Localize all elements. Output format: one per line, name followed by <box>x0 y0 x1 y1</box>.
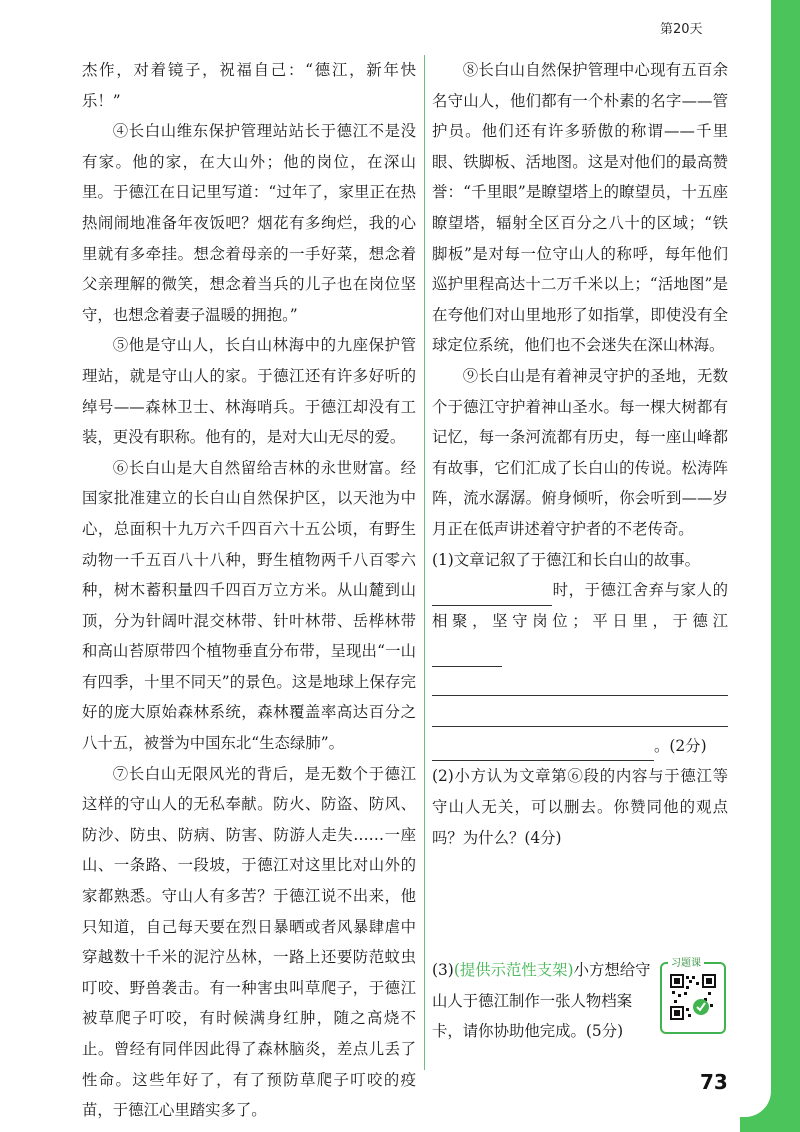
column-divider <box>424 55 425 1070</box>
paragraph-6: ⑥长白山是大自然留给吉林的永世财富。经国家批准建立的长白山自然保护区，以天池为中心，总面积十九万六千四百六十五公顷，有野生动物一千五百八十八种，野生植物两千八百零六种，树木蓄积量四千四百万立方米。从山麓到山顶，分为针阔叶混交林带、针叶林带、岳桦林带和高山苔原带四个植物垂直分布带，呈现出“一山有四季，十里不同天”的景色。这是地球上保存完好的庞大原始森林系统，森林覆盖率高达百分之八十五，被誉为中国东北“生态绿肺”。 <box>82 458 416 753</box>
answer-blank-2[interactable] <box>432 646 502 667</box>
qr-code-icon <box>670 974 716 1020</box>
answer-blank-3[interactable] <box>432 740 654 761</box>
page-number: 73 <box>700 1070 728 1094</box>
answer-line-2[interactable] <box>432 726 728 727</box>
question-1-intro: (1)文章记叙了于德江和长白山的故事。 <box>432 550 701 569</box>
answer-blank-1[interactable] <box>432 585 552 606</box>
left-column <box>82 55 416 1126</box>
paragraph-3-tail: 杰作，对着镜子，祝福自己：“德江，新年快乐！” <box>82 61 416 110</box>
paragraph-5: ⑤他是守山人，长白山林海中的九座保护管理站，就是守山人的家。于德江还有许多好听的绰号——森林卫士、林海哨兵。于德江却没有工装，更没有职称。他有的，是对大山无尽的爱。 <box>82 336 416 447</box>
paragraph-9: ⑨长白山是有着神灵守护的圣地，无数个于德江守护着神山圣水。每一棵大树都有记忆，每一条河流都有历史，每一座山峰都有故事，它们汇成了长白山的传说。松涛阵阵，流水潺潺。俯身倾听，你会听到——岁月正在低声讲述着守护者的不老传奇。 <box>432 366 728 538</box>
question-3-tag: (提供示范性支架) <box>453 961 574 979</box>
question-1-body: 时，于德江舍弃与家人的相聚，坚守岗位；平日里，于德江 <box>432 575 728 667</box>
paragraph-7: ⑦长白山无限风光的背后，是无数个于德江这样的守山人的无私奉献。防火、防盗、防风、防沙、防虫、防病、防害、防游人走失……一座山、一条路、一段坡，于德江对这里比对山外的家都熟悉。守山人有多苦？于德江说不出来，他只知道，自己每天要在烈日暴晒或者风暴肆虐中穿越数十千米的泥泞丛林，一路上还要防范蚊虫叮咬、野兽袭击。有一种害虫叫草爬子，于德江被草爬子叮咬，有时候满身红肿，随之高烧不止。曾经有同伴因此得了森林脑炎，差点儿丢了性命。这些年好了，有了预防草爬子叮咬的疫苗，于德江心里踏实多了。 <box>82 764 416 1120</box>
question-2: (2)小方认为文章第⑥段的内容与于德江等守山人无关，可以删去。你赞同他的观点吗？为什么？(4分) <box>432 767 728 847</box>
paragraph-4: ④长白山维东保护管理站站长于德江不是没有家。他的家，在大山外；他的岗位，在深山里。于德江在日记里写道：“过年了，家里正在热热闹闹地准备年夜饭吧？烟花有多绚烂，我的心里就有多牵挂。想念着母亲的一手好菜，想念着父亲理解的微笑，想念着当兵的儿子也在岗位坚守，也想念着妻子温暖的拥抱。” <box>82 122 416 324</box>
answer-line-1[interactable] <box>432 695 728 696</box>
qr-label: 习题课 <box>668 954 704 969</box>
question-3-text: 小方想给守山人于德江制作一张人物档案卡，请你协助他完成。(5分) <box>432 961 651 1041</box>
question-3 <box>432 955 657 1047</box>
day-label: 第20天 <box>660 22 703 37</box>
paragraph-8: ⑧长白山自然保护管理中心现有五百余名守山人，他们都有一个朴素的名字——管护员。他们还有许多骄傲的称谓——千里眼、铁脚板、活地图。这是对他们的最高赞誉：“千里眼”是瞭望塔上的瞭望员，十五座瞭望塔，辐射全区百分之八十的区域；“铁脚板”是对每一位守山人的称呼，每年他们巡护里程高达十二万千米以上；“活地图”是在夸他们对山里地形了如指掌，即使没有全球定位系统，他们也不会迷失在深山林海。 <box>432 61 728 355</box>
question-1-end: 。(2分) <box>432 731 728 762</box>
right-column <box>432 55 732 853</box>
question-3-number: (3) <box>432 961 454 979</box>
qr-code-card[interactable] <box>660 958 726 1034</box>
